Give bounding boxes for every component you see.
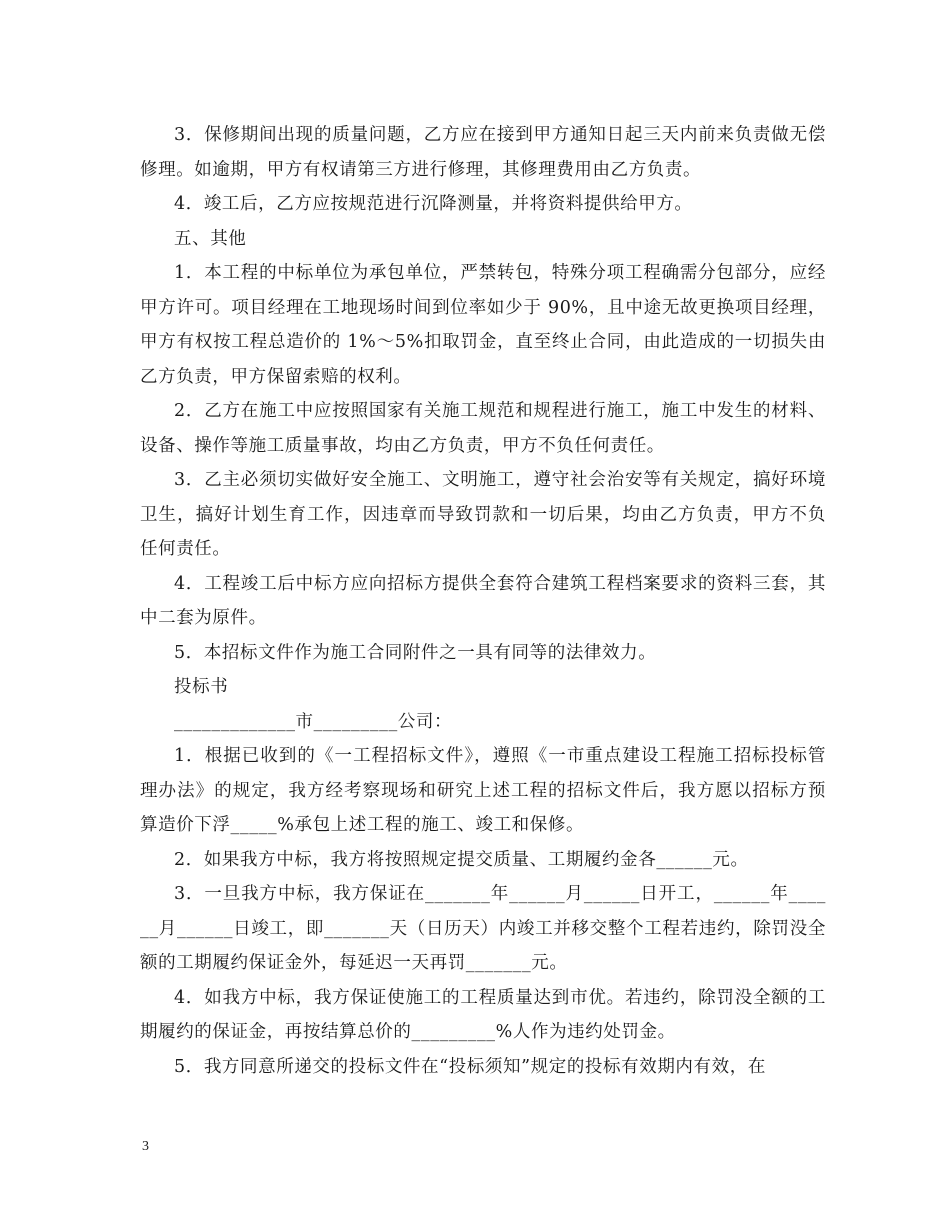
paragraph-bid-discount: 1．根据已收到的《一工程招标文件》，遵照《一市重点建设工程施工招标投标管理办法》的规定，我方经考察现场和研究上述工程的招标文件后，我方愿以招标方预算造价下浮_____%承包上述工程的施工、竣工和保修。 [140,746,826,835]
section-heading-other: 五、其他 [174,228,247,249]
paragraph-safety-requirements: 3．乙主必须切实做好安全施工、文明施工，遵守社会治安等有关规定，搞好环境卫生，搞好计划生育工作，因违章而导致罚款和一切后果，均由乙方负责，甲方不负任何责任。 [140,470,826,559]
paragraph-schedule-guarantee: 3．一旦我方中标，我方保证在_______年______月______日开工，______年______月______日竣工，即_______天（日历天）内竣工并移交整个工程若违约，除罚没全额的工期履约保证金外，每延迟一天再罚_______元。 [140,884,826,973]
paragraph-legal-effect: 5．本招标文件作为施工合同附件之一具有同等的法律效力。 [174,642,657,663]
paragraph-settlement-measurement: 4．竣工后，乙方应按规范进行沉降测量，并将资料提供给甲方。 [174,194,693,214]
paragraph-construction-standards: 2．乙方在施工中应按照国家有关施工规范和规程进行施工，施工中发生的材料、设备、操作等施工质量事故，均由乙方负责，甲方不负任何责任。 [140,401,826,456]
paragraph-warranty-repair: 3．保修期间出现的质量问题，乙方应在接到甲方通知日起三天内前来负责做无偿修理。如逾期，甲方有权请第三方进行修理，其修理费用由乙方负责。 [140,125,826,180]
paragraph-bid-validity: 5．我方同意所递交的投标文件在“投标须知”规定的投标有效期内有效，在 [174,1056,766,1077]
paragraph-quality-guarantee: 4．如我方中标，我方保证使施工的工程质量达到市优。若违约，除罚没全额的工期履约的保证金，再按结算总价的_________%人作为违约处罚金。 [140,987,826,1042]
paragraph-performance-bond: 2．如果我方中标，我方将按照规定提交质量、工期履约金各______元。 [174,849,749,870]
paragraph-subcontract-rules: 1．本工程的中标单位为承包单位，严禁转包，特殊分项工程确需分包部分，应经甲方许可。项目经理在工地现场时间到位率如少于 90%，且中途无故更换项目经理，甲方有权按工程总造价的 1%～5%扣取罚金，直至终止合同，由此造成的一切损失由乙方负责，甲方保留索赔的权利。 [140,263,826,387]
page-number: 3 [142,1139,149,1154]
document-body [140,118,826,1084]
paragraph-archive-documents: 4．工程竣工后中标方应向招标方提供全套符合建筑工程档案要求的资料三套，其中二套为原件。 [140,573,826,628]
section-heading-bid-letter: 投标书 [174,677,229,697]
bid-letter-addressee: _____________市_________公司： [174,711,453,732]
